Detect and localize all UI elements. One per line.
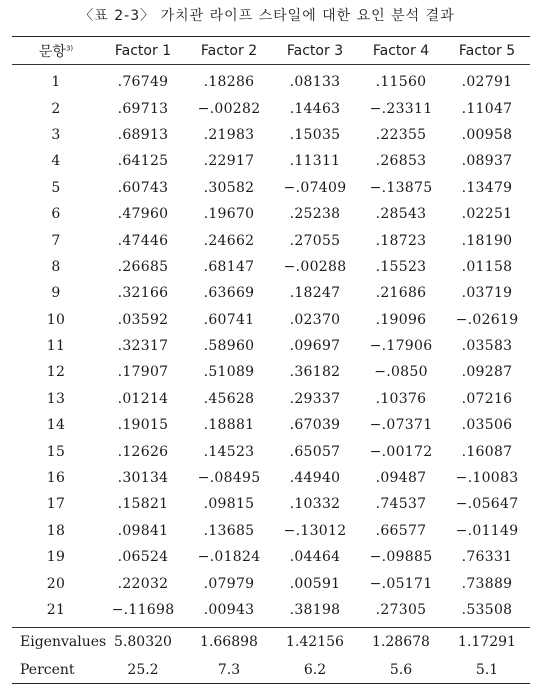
loading-cell: −.05171: [369, 575, 433, 592]
item-number-cell: 12: [46, 364, 66, 381]
item-number-cell: 9: [51, 285, 61, 302]
loading-cell: .13479: [461, 179, 513, 196]
loading-cell: .15035: [289, 126, 341, 143]
table-row: [12, 175, 530, 201]
item-number-cell: 1: [51, 74, 61, 91]
factor-analysis-table: [12, 37, 530, 683]
table-row: [12, 280, 530, 306]
loading-cell: −.00172: [369, 443, 433, 460]
loading-cell: .14463: [289, 100, 341, 117]
loading-cell: .19670: [203, 206, 255, 223]
loading-cell: .11047: [461, 100, 513, 117]
percent-row: [12, 656, 530, 683]
item-number-cell: 16: [46, 470, 66, 487]
loading-cell: .30134: [117, 470, 169, 487]
loading-cell: .12626: [117, 443, 169, 460]
table-row: [12, 254, 530, 280]
loading-cell: .18190: [461, 232, 513, 249]
table-header: [12, 37, 530, 65]
loading-cell: .47960: [117, 206, 169, 223]
header-factor: Factor 3: [272, 37, 358, 65]
summary-value-cell: 6.2: [303, 661, 327, 678]
table-row: [12, 227, 530, 253]
header-factor: Factor 4: [358, 37, 444, 65]
loading-cell: .03583: [461, 338, 513, 355]
loading-cell: .00943: [203, 602, 255, 618]
loading-cell: .01158: [461, 258, 513, 275]
loading-cell: .06524: [117, 549, 169, 566]
loading-cell: .13685: [203, 522, 255, 539]
table-row: [12, 65, 530, 96]
loading-cell: .69713: [117, 100, 169, 117]
loading-cell: .01214: [117, 390, 169, 407]
header-factor: Factor 1: [100, 37, 186, 65]
loading-cell: .68913: [117, 126, 169, 143]
loading-cell: .32166: [117, 285, 169, 302]
loading-cell: −.17906: [369, 338, 433, 355]
loading-cell: .10332: [289, 496, 341, 513]
loading-cell: .03592: [117, 311, 169, 328]
loading-cell: −.05647: [455, 496, 519, 513]
loading-cell: .27055: [289, 232, 341, 249]
loading-cell: .30582: [203, 179, 255, 196]
item-number-cell: 14: [46, 417, 66, 434]
table-row: [12, 333, 530, 359]
loading-cell: .60741: [203, 311, 255, 328]
header-item: [12, 37, 100, 65]
loading-cell: .09841: [117, 522, 169, 539]
loading-cell: −.01149: [455, 522, 519, 539]
loading-cell: .68147: [203, 258, 255, 275]
loading-cell: .64125: [117, 153, 169, 170]
loading-cell: .14523: [203, 443, 255, 460]
item-number-cell: 11: [46, 338, 66, 355]
loading-cell: .19015: [117, 417, 169, 434]
summary-value-cell: 1.42156: [272, 628, 358, 657]
loading-cell: .04464: [289, 549, 341, 566]
table-row: [12, 491, 530, 517]
item-number-cell: 13: [46, 390, 66, 407]
loading-cell: .66577: [375, 522, 427, 539]
loading-cell: .63669: [203, 285, 255, 302]
loading-cell: .19096: [375, 311, 427, 328]
table-row: [12, 570, 530, 596]
loading-cell: .17907: [117, 364, 169, 381]
summary-value-cell: 5.1: [475, 661, 499, 678]
loading-cell: .18881: [203, 417, 255, 434]
loading-cell: .74537: [375, 496, 427, 513]
factor-analysis-table-container: [12, 36, 530, 684]
loading-cell: .08937: [461, 153, 513, 170]
item-number-cell: 19: [46, 549, 66, 566]
loading-cell: .09487: [375, 470, 427, 487]
loading-cell: −.13875: [369, 179, 433, 196]
loading-cell: .44940: [289, 470, 341, 487]
loading-cell: .07979: [203, 575, 255, 592]
loading-cell: .67039: [289, 417, 341, 434]
loading-cell: .11311: [289, 153, 341, 170]
item-number-cell: 3: [51, 126, 61, 143]
loading-cell: .16087: [461, 443, 513, 460]
loading-cell: .18723: [375, 232, 427, 249]
loading-cell: .26853: [375, 153, 427, 170]
table-row: [12, 359, 530, 385]
loading-cell: .60743: [117, 179, 169, 196]
summary-value-cell: 25.2: [127, 661, 159, 678]
item-number-cell: 17: [46, 496, 66, 513]
loading-cell: .22032: [117, 575, 169, 592]
loading-cell: .11560: [375, 74, 427, 91]
loading-cell: −.08495: [197, 470, 261, 487]
loading-cell: .29337: [289, 390, 341, 407]
header-factor: Factor 2: [186, 37, 272, 65]
loading-cell: .28543: [375, 206, 427, 223]
table-row: [12, 95, 530, 121]
loading-cell: .15523: [375, 258, 427, 275]
summary-value-cell: 5.80320: [100, 628, 186, 657]
summary-label: Eigenvalues: [12, 628, 100, 657]
loading-cell: .08133: [289, 74, 341, 91]
loading-cell: −.10083: [455, 470, 519, 487]
summary-value-cell: 1.28678: [358, 628, 444, 657]
header-factor: Factor 5: [444, 37, 530, 65]
loading-cell: .51089: [203, 364, 255, 381]
loading-cell: .47446: [117, 232, 169, 249]
loading-cell: .03719: [461, 285, 513, 302]
item-number-cell: 2: [51, 100, 61, 117]
loading-cell: .21686: [375, 285, 427, 302]
item-number-cell: 7: [51, 232, 61, 249]
loading-cell: .02370: [289, 311, 341, 328]
loading-cell: .38198: [289, 602, 341, 618]
table-row: [12, 465, 530, 491]
loading-cell: .00591: [289, 575, 341, 592]
table-row: [12, 597, 530, 628]
table-row: [12, 148, 530, 174]
loading-cell: .32317: [117, 338, 169, 355]
loading-cell: .18247: [289, 285, 341, 302]
loading-cell: −.0850: [374, 364, 428, 381]
table-caption: 〈표 2-3〉 가치관 라이프 스타일에 대한 요인 분석 결과: [79, 8, 455, 24]
item-number-cell: 20: [46, 575, 66, 592]
item-number-cell: 15: [46, 443, 66, 460]
loading-cell: .58960: [203, 338, 255, 355]
item-number-cell: 10: [46, 311, 66, 328]
loading-cell: .26685: [117, 258, 169, 275]
item-number-cell: 21: [46, 602, 66, 618]
loading-cell: .09697: [289, 338, 341, 355]
loading-cell: −.02619: [455, 311, 519, 328]
loading-cell: .27305: [375, 602, 427, 618]
loading-cell: .10376: [375, 390, 427, 407]
factor-loadings-body: [12, 65, 530, 628]
table-row: [12, 412, 530, 438]
table-row: [12, 201, 530, 227]
header-row: [12, 37, 530, 65]
loading-cell: .00958: [461, 126, 513, 143]
loading-cell: .02251: [461, 206, 513, 223]
loading-cell: .53508: [461, 602, 513, 618]
item-number-cell: 5: [51, 179, 61, 196]
loading-cell: .21983: [203, 126, 255, 143]
loading-cell: −.00282: [197, 100, 261, 117]
loading-cell: −.07409: [283, 179, 347, 196]
loading-cell: .24662: [203, 232, 255, 249]
loading-cell: .03506: [461, 417, 513, 434]
loading-cell: −.23311: [369, 100, 433, 117]
loading-cell: .76331: [461, 549, 513, 566]
header-item-footnote: 3): [65, 43, 74, 52]
loading-cell: .25238: [289, 206, 341, 223]
loading-cell: .22355: [375, 126, 427, 143]
loading-cell: .73889: [461, 575, 513, 592]
loading-cell: −.00288: [283, 258, 347, 275]
loading-cell: .36182: [289, 364, 341, 381]
summary-value-cell: 1.66898: [186, 628, 272, 657]
loading-cell: .76749: [117, 74, 169, 91]
loading-cell: .07216: [461, 390, 513, 407]
summary-value-cell: 1.17291: [444, 628, 530, 657]
table-row: [12, 122, 530, 148]
table-row: [12, 544, 530, 570]
table-row: [12, 518, 530, 544]
loading-cell: −.11698: [111, 602, 175, 618]
loading-cell: −.07371: [369, 417, 433, 434]
loading-cell: .09815: [203, 496, 255, 513]
summary-body: [12, 628, 530, 684]
table-row: [12, 386, 530, 412]
loading-cell: .18286: [203, 74, 255, 91]
item-number-cell: 8: [51, 258, 61, 275]
loading-cell: .02791: [461, 74, 513, 91]
loading-cell: .22917: [203, 153, 255, 170]
loading-cell: .65057: [289, 443, 341, 460]
summary-value-cell: 5.6: [389, 661, 413, 678]
table-row: [12, 438, 530, 464]
loading-cell: .15821: [117, 496, 169, 513]
loading-cell: −.13012: [283, 522, 347, 539]
item-number-cell: 6: [51, 206, 61, 223]
table-row: [12, 307, 530, 333]
item-number-cell: 4: [51, 153, 61, 170]
summary-label: Percent: [20, 661, 75, 678]
loading-cell: −.09885: [369, 549, 433, 566]
loading-cell: −.01824: [197, 549, 261, 566]
loading-cell: .09287: [461, 364, 513, 381]
item-number-cell: 18: [46, 522, 66, 539]
header-item-label: 문항: [38, 43, 66, 60]
loading-cell: .45628: [203, 390, 255, 407]
summary-value-cell: 7.3: [217, 661, 241, 678]
